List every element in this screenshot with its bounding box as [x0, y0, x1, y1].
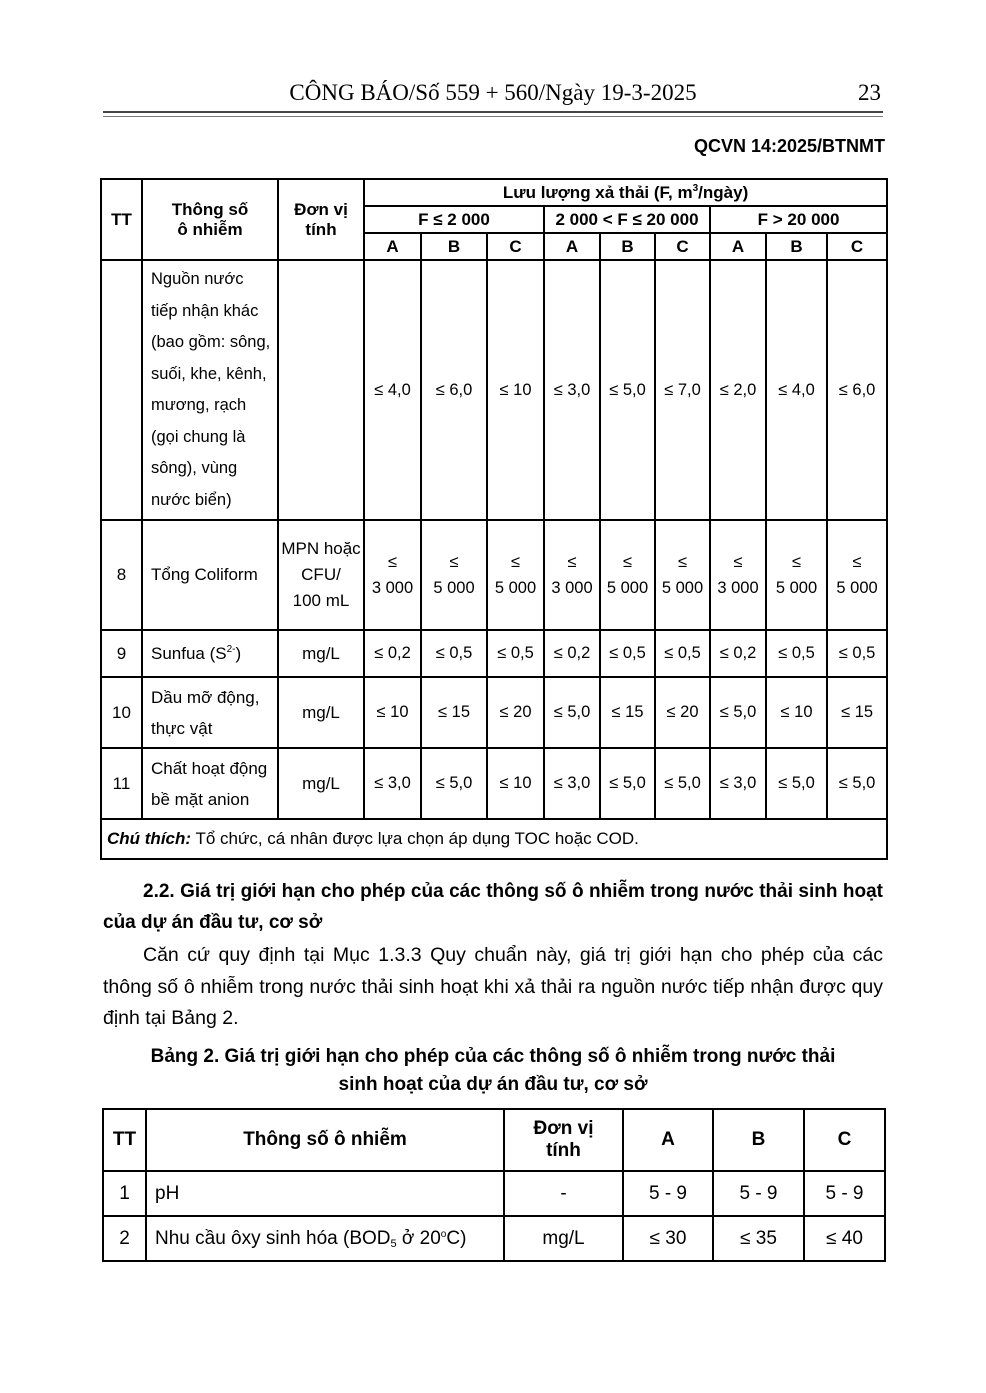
table-header-row — [103, 1109, 885, 1171]
caption-line2: sinh hoạt của dự án đầu tư, cơ sở — [338, 1074, 648, 1095]
value-cell — [600, 520, 655, 630]
value-cell — [364, 520, 421, 630]
class-c: C — [487, 233, 544, 260]
unit-line: 100 mL — [292, 591, 350, 610]
value-cell — [421, 520, 487, 630]
header-class-b: B — [713, 1109, 804, 1171]
header-unit-line1: Đơn vị — [294, 199, 348, 219]
value-cell: ≤ 15 — [421, 677, 487, 748]
value-number: 3 000 — [371, 579, 414, 597]
value-cell — [544, 520, 600, 630]
note-label: Chú thích: — [107, 829, 192, 848]
row-unit — [278, 260, 364, 520]
header-flow-rate — [364, 179, 887, 206]
header-unit-line2: tính — [546, 1140, 581, 1161]
header-class-a: A — [623, 1109, 713, 1171]
param-text: Nhu cầu ôxy sinh hóa (BOD — [155, 1227, 391, 1249]
value-cell: ≤ 15 — [600, 677, 655, 748]
param-text-mid: ở 20 — [396, 1227, 441, 1249]
value-prefix: ≤ — [449, 553, 459, 571]
row-parameter — [142, 748, 278, 819]
row-tt: 11 — [101, 748, 142, 819]
section-heading: 2.2. Giá trị giới hạn cho phép của các thông số ô nhiễm trong nước thải sinh hoạt của dự án đầu tư, cơ sở — [103, 881, 883, 933]
table-note-row — [101, 819, 887, 859]
value-cell: ≤ 0,5 — [487, 630, 544, 677]
body-paragraph: Căn cứ quy định tại Mục 1.3.3 Quy chuẩn này, giá trị giới hạn cho phép của các thông số ô nhiễm trong nước thải sinh hoạt khi xả thải ra nguồn nước tiếp nhận được quy định tại Bảng 2. — [103, 944, 883, 1029]
header-unit-line2: tính — [305, 219, 337, 239]
value-cell: ≤ 5,0 — [421, 748, 487, 819]
header-tt: TT — [103, 1109, 146, 1171]
row-unit: mg/L — [278, 677, 364, 748]
param-line: tiếp nhận khác — [151, 301, 259, 320]
value-cell: ≤ 7,0 — [655, 260, 710, 520]
table-row — [101, 630, 887, 677]
value-cell: ≤ 15 — [827, 677, 887, 748]
row-parameter — [142, 677, 278, 748]
table-2-caption — [103, 1043, 883, 1099]
value-cell: ≤ 10 — [766, 677, 827, 748]
param-line: sông), vùng — [151, 459, 238, 477]
value-cell: ≤ 3,0 — [544, 748, 600, 819]
table-row — [103, 1171, 885, 1216]
value-cell: ≤ 3,0 — [544, 260, 600, 520]
value-prefix: ≤ — [733, 553, 743, 571]
value-cell: ≤ 2,0 — [710, 260, 766, 520]
row-tt: 8 — [101, 520, 142, 630]
value-prefix: ≤ — [677, 553, 688, 571]
class-b: B — [600, 233, 655, 260]
class-a: A — [710, 233, 766, 260]
row-tt: 1 — [103, 1171, 146, 1216]
param-line: Dầu mỡ động, — [151, 687, 260, 707]
value-prefix: ≤ — [622, 553, 633, 571]
value-prefix: ≤ — [852, 553, 862, 571]
param-text-end: C) — [446, 1227, 467, 1249]
param-text-end: ) — [235, 643, 242, 663]
caption-line1: Bảng 2. Giá trị giới hạn cho phép của các thông số ô nhiễm trong nước thải — [150, 1046, 836, 1067]
regulation-code: QCVN 14:2025/BTNMT — [693, 136, 885, 156]
row-parameter: pH — [146, 1171, 504, 1216]
value-cell: ≤ 0,2 — [710, 630, 766, 677]
page-number: 23 — [858, 80, 881, 105]
table-2-domestic-wastewater — [102, 1108, 886, 1262]
value-number: 3 000 — [717, 579, 759, 597]
table-note — [101, 819, 887, 859]
flow-header-text: Lưu lượng xả thải (F, m — [502, 182, 693, 202]
row-unit: - — [504, 1171, 623, 1216]
value-cell: ≤ 0,5 — [827, 630, 887, 677]
param-line: Chất hoạt động — [151, 758, 268, 778]
row-unit: mg/L — [278, 748, 364, 819]
value-cell: ≤ 4,0 — [766, 260, 827, 520]
row-parameter — [142, 260, 278, 520]
header-unit-line1: Đơn vị — [533, 1118, 594, 1139]
param-line: bề mặt anion — [151, 789, 250, 809]
value-cell: ≤ 5,0 — [766, 748, 827, 819]
class-b: B — [421, 233, 487, 260]
value-cell: ≤ 5,0 — [544, 677, 600, 748]
value-number: 5 000 — [606, 579, 649, 597]
param-sup: o — [440, 1228, 447, 1240]
header-class-c: C — [804, 1109, 885, 1171]
value-prefix: ≤ — [567, 553, 577, 571]
table-1-limits-by-flow — [100, 178, 888, 860]
header-unit — [504, 1109, 623, 1171]
value-b: ≤ 35 — [713, 1216, 804, 1261]
header-parameter-line1: Thông số — [171, 199, 249, 219]
value-cell: ≤ 20 — [487, 677, 544, 748]
value-cell: ≤ 6,0 — [421, 260, 487, 520]
param-sup: 2- — [226, 643, 236, 655]
table-row — [101, 260, 887, 520]
value-cell: ≤ 0,2 — [364, 630, 421, 677]
value-cell: ≤ 5,0 — [655, 748, 710, 819]
value-cell: ≤ 5,0 — [710, 677, 766, 748]
table-row — [103, 1216, 885, 1261]
param-sub: 5 — [390, 1237, 397, 1250]
class-a: A — [364, 233, 421, 260]
row-parameter — [146, 1216, 504, 1261]
row-parameter — [142, 630, 278, 677]
value-cell: ≤ 10 — [487, 748, 544, 819]
param-line: nước biển) — [151, 490, 232, 509]
param-text: Sunfua (S — [151, 643, 227, 663]
value-cell: ≤ 5,0 — [600, 260, 655, 520]
value-b: 5 - 9 — [713, 1171, 804, 1216]
value-c: 5 - 9 — [804, 1171, 885, 1216]
row-tt: 9 — [101, 630, 142, 677]
flow-header-suffix: /ngày) — [698, 182, 749, 202]
row-unit — [278, 520, 364, 630]
value-number: 5 000 — [433, 579, 475, 597]
flow-group-small: F ≤ 2 000 — [364, 206, 544, 233]
header-unit — [278, 179, 364, 260]
header-rule-thick — [103, 111, 883, 113]
param-line: mương, rạch — [151, 396, 247, 414]
value-cell: ≤ 0,2 — [544, 630, 600, 677]
unit-line: CFU/ — [301, 565, 341, 584]
flow-group-medium: 2 000 < F ≤ 20 000 — [544, 206, 710, 233]
param-line: (bao gồm: sông, — [151, 333, 271, 351]
value-cell: ≤ 20 — [655, 677, 710, 748]
table-row — [101, 748, 887, 819]
class-b: B — [766, 233, 827, 260]
header-rule-thin — [103, 116, 883, 117]
value-cell: ≤ 5,0 — [827, 748, 887, 819]
row-unit: mg/L — [504, 1216, 623, 1261]
header-parameter — [142, 179, 278, 260]
gazette-title: CÔNG BÁO/Số 559 + 560/Ngày 19-3-2025 — [289, 80, 697, 105]
value-cell — [710, 520, 766, 630]
param-line: Nguồn nước — [151, 270, 244, 288]
header-parameter: Thông số ô nhiễm — [146, 1109, 504, 1171]
value-cell: ≤ 0,5 — [766, 630, 827, 677]
class-c: C — [655, 233, 710, 260]
value-number: 5 000 — [775, 579, 818, 597]
table-row — [101, 677, 887, 748]
class-c: C — [827, 233, 887, 260]
value-cell — [655, 520, 710, 630]
value-cell: ≤ 0,5 — [421, 630, 487, 677]
flow-group-large: F > 20 000 — [710, 206, 887, 233]
value-cell: ≤ 0,5 — [655, 630, 710, 677]
note-text: Tổ chức, cá nhân được lựa chọn áp dụng TOC hoặc COD. — [191, 829, 639, 848]
row-tt: 10 — [101, 677, 142, 748]
table-header-row — [101, 179, 887, 206]
value-cell: ≤ 0,5 — [600, 630, 655, 677]
row-tt: 2 — [103, 1216, 146, 1261]
class-a: A — [544, 233, 600, 260]
value-cell: ≤ 5,0 — [600, 748, 655, 819]
value-number: 5 000 — [836, 579, 878, 597]
value-cell: ≤ 3,0 — [364, 748, 421, 819]
unit-line: MPN hoặc — [281, 539, 361, 558]
value-prefix: ≤ — [510, 553, 521, 571]
value-cell — [766, 520, 827, 630]
value-number: 5 000 — [661, 579, 704, 597]
value-prefix: ≤ — [791, 553, 802, 571]
value-cell: ≤ 10 — [364, 677, 421, 748]
value-cell: ≤ 4,0 — [364, 260, 421, 520]
value-cell: ≤ 10 — [487, 260, 544, 520]
param-line: thực vật — [151, 718, 213, 738]
row-unit: mg/L — [278, 630, 364, 677]
flow-header-sup: 3 — [692, 182, 699, 194]
value-cell — [827, 520, 887, 630]
row-parameter: Tổng Coliform — [142, 520, 278, 630]
value-prefix: ≤ — [387, 553, 398, 571]
table-row — [101, 520, 887, 630]
value-cell: ≤ 3,0 — [710, 748, 766, 819]
value-number: 5 000 — [494, 579, 537, 597]
header-tt: TT — [101, 179, 142, 260]
value-c: ≤ 40 — [804, 1216, 885, 1261]
value-a: 5 - 9 — [623, 1171, 713, 1216]
row-tt — [101, 260, 142, 520]
value-a: ≤ 30 — [623, 1216, 713, 1261]
value-cell: ≤ 6,0 — [827, 260, 887, 520]
value-cell — [487, 520, 544, 630]
value-number: 3 000 — [551, 579, 593, 597]
header-parameter-line2: ô nhiễm — [177, 219, 243, 239]
param-line: suối, khe, kênh, — [151, 364, 267, 383]
param-line: (gọi chung là — [151, 427, 246, 446]
